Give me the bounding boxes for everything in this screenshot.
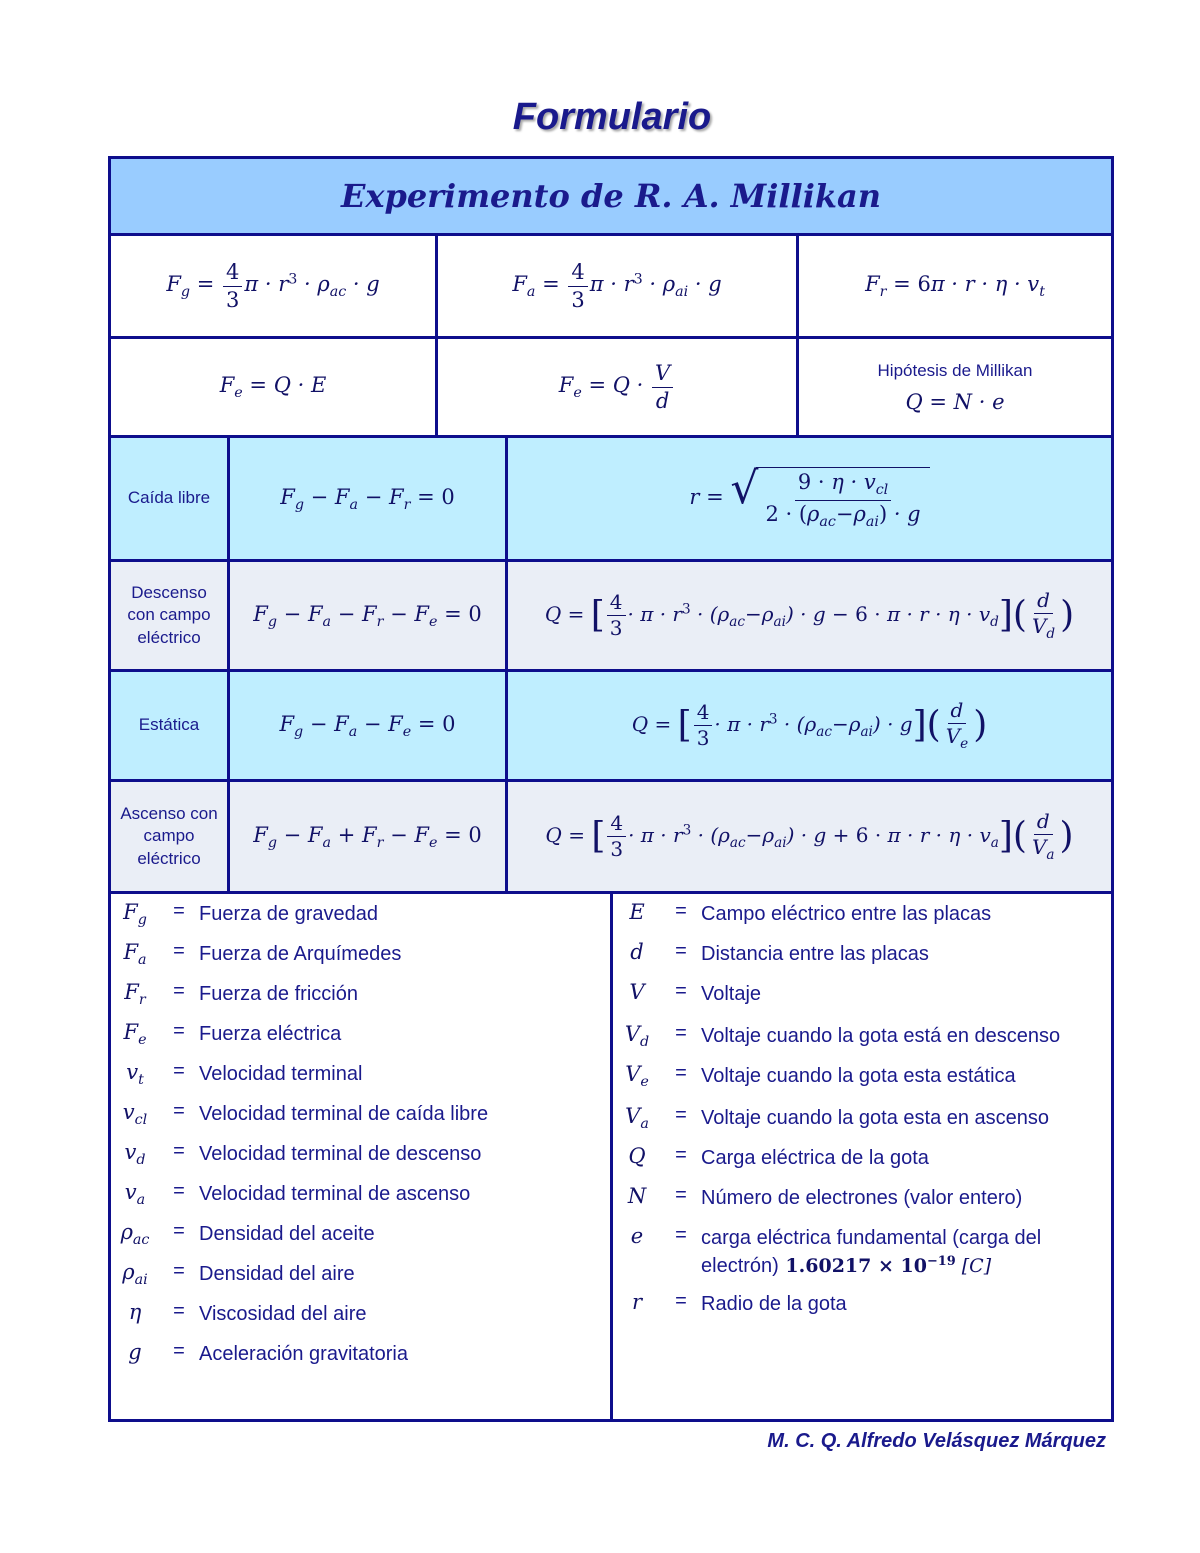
legend-symbol xyxy=(613,1184,661,1208)
legend-description xyxy=(199,1180,610,1208)
legend-symbol xyxy=(111,1060,159,1088)
description-text: Densidad del aceite xyxy=(199,1223,375,1245)
legend-row xyxy=(111,1340,610,1368)
symbol-subscript: r xyxy=(138,991,146,1008)
equals-sign: = xyxy=(173,940,185,962)
legend-symbol xyxy=(111,1260,159,1288)
description-text: Velocidad terminal de caída libre xyxy=(199,1103,489,1125)
description-text: Número de electrones (valor entero) xyxy=(701,1187,1023,1209)
symbol-letter: F xyxy=(123,940,139,964)
legend-symbol xyxy=(111,940,159,968)
legend-row xyxy=(111,1300,610,1328)
legend-description xyxy=(199,1220,610,1248)
legend-description xyxy=(701,900,1111,928)
equals-sign: = xyxy=(675,1062,687,1084)
equals-sign: = xyxy=(173,1220,185,1242)
legend-description xyxy=(701,1290,1111,1318)
formula-electric-force: $F_e = Q \cdot E$ xyxy=(108,336,438,438)
legend-row xyxy=(613,940,1111,968)
legend-description xyxy=(199,1060,610,1088)
legend-symbol xyxy=(613,1224,661,1248)
legend-description xyxy=(701,1104,1111,1132)
symbol-subscript: g xyxy=(137,911,147,928)
legend-description xyxy=(199,1140,610,1168)
description-text: Voltaje xyxy=(701,983,762,1005)
millikan-hypothesis: Hipótesis de Millikan Q = N · e xyxy=(796,336,1114,438)
equals-sign: = xyxy=(173,1060,185,1082)
equals-sign: = xyxy=(675,1104,687,1126)
legend-symbol xyxy=(111,900,159,928)
symbol-subscript: a xyxy=(138,951,147,968)
legend-row xyxy=(613,1144,1111,1172)
description-text: Densidad del aire xyxy=(199,1263,355,1285)
equals-sign: = xyxy=(173,1180,185,1202)
symbol-letter: V xyxy=(624,1022,641,1046)
legend-description xyxy=(199,1300,610,1328)
symbol-subscript: e xyxy=(640,1073,649,1090)
legend-row xyxy=(111,1100,610,1128)
legend-row xyxy=(613,900,1111,928)
description-text: Campo eléctrico entre las placas xyxy=(701,903,992,925)
equals-sign: = xyxy=(173,1300,185,1322)
legend-row xyxy=(613,1022,1111,1050)
symbol-letter: g xyxy=(128,1340,142,1364)
equals-sign: = xyxy=(675,1184,687,1206)
legend-description xyxy=(701,1062,1111,1090)
legend-description xyxy=(199,980,610,1008)
description-text: Fuerza de gravedad xyxy=(199,903,379,925)
stage-label-descent: Descenso con campo eléctrico xyxy=(108,559,230,672)
legend-row xyxy=(111,900,610,928)
symbol-letter: Q xyxy=(628,1144,646,1168)
description-text: Velocidad terminal de ascenso xyxy=(199,1183,471,1205)
legend-description xyxy=(199,1260,610,1288)
equals-sign: = xyxy=(173,1340,185,1362)
legend-row xyxy=(111,1020,610,1048)
formula-friction-force: $F_r = 6\pi \cdot r \cdot \eta \cdot v_t$ xyxy=(796,233,1114,339)
legend-row xyxy=(111,1220,610,1248)
legend-symbol xyxy=(111,1300,159,1324)
legend-symbol xyxy=(613,1062,661,1090)
balance-descent: $F_g - F_a - F_r - F_e = 0$ xyxy=(227,559,508,672)
description-text: Velocidad terminal xyxy=(199,1063,363,1085)
description-text: Carga eléctrica de la gota xyxy=(701,1147,929,1169)
equals-sign: = xyxy=(675,1144,687,1166)
legend-description xyxy=(199,900,610,928)
symbol-letter: N xyxy=(627,1184,647,1208)
author-credit: M. C. Q. Alfredo Velásquez Márquez xyxy=(767,1430,1106,1452)
legend-symbol xyxy=(613,900,661,924)
symbol-letter: V xyxy=(625,1062,641,1086)
legend-description xyxy=(199,1020,610,1048)
symbol-letter: F xyxy=(123,1020,139,1044)
symbol-letter: v xyxy=(124,1140,137,1164)
legend-symbol xyxy=(111,1220,159,1248)
charge-formula-descent: Q = [ $\frac{4}{3}$ · $\pi \cdot r^3 \cdot (\rho_{ac}-\rho_{ai}) \cdot g - 6 \cdot \pi \cdot r \cdot \eta \cdot v_d$]( $\frac{d}{V_d}$ ) xyxy=(505,559,1114,672)
formula-buoyancy-force: $F_a$ = $\frac{4}{3}$ $\pi \cdot r^3 \cdot \rho_{ai} \cdot g$ xyxy=(435,233,799,339)
equals-sign: = xyxy=(173,900,185,922)
stage-label-ascent: Ascenso con campo eléctrico xyxy=(108,779,230,894)
equals-sign: = xyxy=(173,980,185,1002)
legend-row xyxy=(111,1060,610,1088)
description-text: Velocidad terminal de descenso xyxy=(199,1143,482,1165)
legend-symbol xyxy=(111,1340,159,1364)
description-text: Voltaje cuando la gota está en descenso xyxy=(701,1025,1061,1047)
description-text: Voltaje cuando la gota esta en ascenso xyxy=(701,1107,1050,1129)
legend-row xyxy=(613,1184,1111,1212)
symbol-letter: ρ xyxy=(122,1260,135,1284)
symbol-letter: v xyxy=(124,1180,137,1204)
balance-static: $F_g - F_a - F_e = 0$ xyxy=(227,669,508,782)
description-text: Voltaje cuando la gota esta estática xyxy=(701,1065,1016,1087)
description-text: Distancia entre las placas xyxy=(701,943,929,965)
formula-gravity-force: $F_g$ = $\frac{4}{3}$ $\pi \cdot r^3 \cdot \rho_{ac} \cdot g$ xyxy=(108,233,438,339)
equals-sign: = xyxy=(173,1020,185,1042)
radius-formula: r = √ $\frac{9 \cdot \eta \cdot v_{cl}}{2 \cdot (\rho_{ac}-\rho_{ai}) \cdot g}$ xyxy=(505,435,1114,562)
symbol-subscript: d xyxy=(640,1033,650,1050)
legend-description xyxy=(701,1022,1111,1050)
equals-sign: = xyxy=(675,940,687,962)
legend-symbol xyxy=(111,1020,159,1048)
legend-right-column xyxy=(610,891,1114,1422)
legend-symbol xyxy=(111,1100,159,1128)
formula-electric-force-voltage: $F_e = Q$ · $\frac{V}{d}$ xyxy=(435,336,799,438)
symbol-subscript: t xyxy=(138,1071,144,1088)
symbol-subscript: d xyxy=(136,1151,146,1168)
legend-description xyxy=(701,980,1111,1008)
symbol-letter: V xyxy=(625,1104,641,1128)
description-text: Fuerza eléctrica xyxy=(199,1023,342,1045)
symbol-subscript: a xyxy=(136,1191,146,1208)
equals-sign: = xyxy=(675,900,687,922)
equals-sign: = xyxy=(675,1290,687,1312)
legend-description xyxy=(199,1100,610,1128)
legend-symbol xyxy=(111,1180,159,1208)
symbol-subscript: ac xyxy=(132,1231,150,1248)
legend-row xyxy=(111,980,610,1008)
legend-row xyxy=(111,1260,610,1288)
symbol-letter: v xyxy=(126,1060,139,1084)
legend-symbol xyxy=(613,940,661,964)
charge-formula-static: Q = [ $\frac{4}{3}$ · $\pi \cdot r^3 \cdot (\rho_{ac}-\rho_{ai}) \cdot g$]( $\frac{d}{V_e}$ ) xyxy=(505,669,1114,782)
description-text: carga eléctrica fundamental (carga del electrón) xyxy=(701,1227,1042,1277)
legend-description xyxy=(199,940,610,968)
charge-formula-ascent: Q = [ $\frac{4}{3}$ · $\pi \cdot r^3 \cdot (\rho_{ac}-\rho_{ai}) \cdot g + 6 \cdot \pi \cdot r \cdot \eta \cdot v_a$]( $\frac{d}{V_a}$ ) xyxy=(505,779,1114,894)
legend-description xyxy=(701,1224,1111,1280)
legend-row xyxy=(613,1104,1111,1132)
symbol-subscript: cl xyxy=(134,1111,148,1128)
legend-description xyxy=(199,1340,610,1368)
legend-symbol xyxy=(613,1022,661,1050)
legend-symbol xyxy=(613,980,661,1004)
description-text: Aceleración gravitatoria xyxy=(199,1343,408,1365)
equals-sign: = xyxy=(173,1100,185,1122)
symbol-letter: F xyxy=(124,980,139,1004)
equals-sign: = xyxy=(675,1224,687,1246)
page-title: Formulario xyxy=(512,96,712,138)
symbol-subscript: e xyxy=(138,1031,147,1048)
description-text: Radio de la gota xyxy=(701,1293,847,1315)
hypothesis-label: Hipótesis de Millikan xyxy=(877,360,1033,380)
header-text: Experimento de R. A. Millikan xyxy=(340,177,882,215)
symbol-letter: d xyxy=(630,940,644,964)
description-text: Fuerza de fricción xyxy=(199,983,358,1005)
equals-sign: = xyxy=(173,1260,185,1282)
equals-sign: = xyxy=(675,1022,687,1044)
legend-description xyxy=(701,940,1111,968)
stage-label-free-fall: Caída libre xyxy=(108,435,230,562)
equals-sign: = xyxy=(675,980,687,1002)
legend-row xyxy=(613,980,1111,1008)
legend-symbol xyxy=(613,1144,661,1168)
formula-sheet xyxy=(108,156,1114,1422)
legend-row xyxy=(111,1140,610,1168)
stage-label-static: Estática xyxy=(108,669,230,782)
legend-symbol xyxy=(111,1140,159,1168)
symbol-legend xyxy=(108,891,1114,1422)
legend-row xyxy=(613,1224,1111,1280)
symbol-subscript: ai xyxy=(134,1271,148,1288)
symbol-letter: ρ xyxy=(120,1220,133,1244)
description-text: Fuerza de Arquímedes xyxy=(199,943,402,965)
legend-left-column xyxy=(108,891,613,1422)
symbol-letter: v xyxy=(122,1100,135,1124)
symbol-letter: F xyxy=(123,900,138,924)
description-text: Viscosidad del aire xyxy=(199,1303,367,1325)
symbol-letter: r xyxy=(631,1290,643,1314)
legend-row xyxy=(111,940,610,968)
symbol-letter: η xyxy=(128,1300,142,1324)
legend-row xyxy=(613,1290,1111,1318)
legend-row xyxy=(613,1062,1111,1090)
balance-free-fall: $F_g - F_a - F_r = 0$ xyxy=(227,435,508,562)
legend-description xyxy=(701,1144,1111,1172)
legend-symbol xyxy=(111,980,159,1008)
symbol-letter: e xyxy=(630,1224,644,1248)
legend-description xyxy=(701,1184,1111,1212)
elementary-charge-value: $1.60217 \times 10^{-19}$ [C] xyxy=(778,1253,992,1277)
symbol-subscript: a xyxy=(640,1115,649,1132)
legend-symbol xyxy=(613,1104,661,1132)
symbol-letter: E xyxy=(629,900,645,924)
symbol-letter: V xyxy=(629,980,645,1004)
sheet-header xyxy=(108,156,1114,236)
legend-row xyxy=(111,1180,610,1208)
legend-symbol xyxy=(613,1290,661,1314)
equals-sign: = xyxy=(173,1140,185,1162)
balance-ascent: $F_g - F_a + F_r - F_e = 0$ xyxy=(227,779,508,894)
